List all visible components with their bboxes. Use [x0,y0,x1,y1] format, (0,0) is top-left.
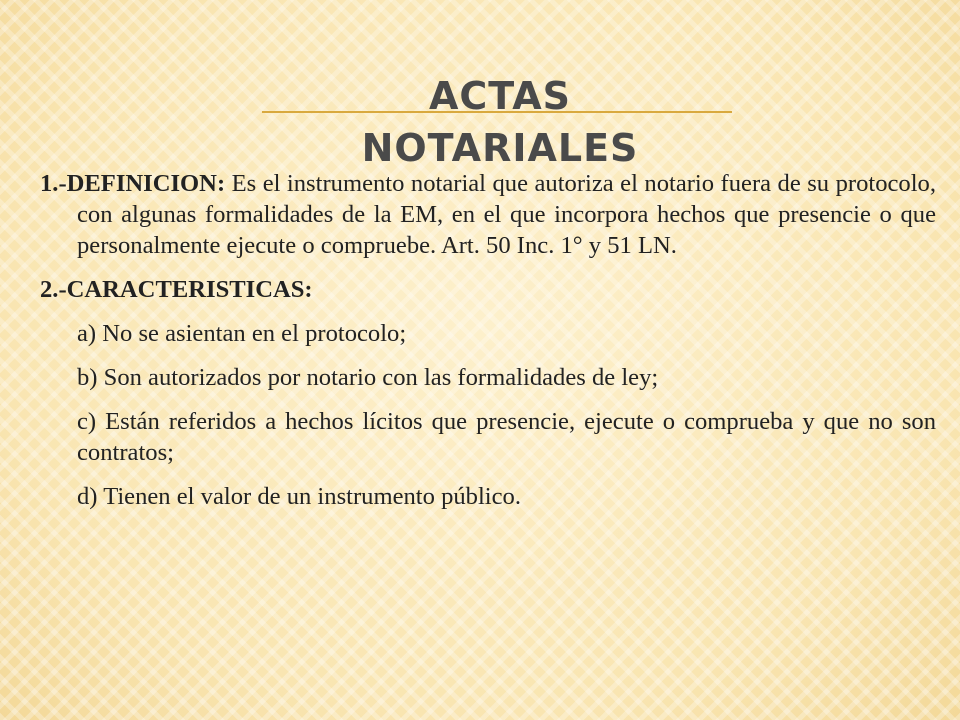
characteristic-item-b: b) Son autorizados por notario con las formalidades de ley; [77,364,659,391]
characteristic-item-d: d) Tienen el valor de un instrumento público. [77,483,521,510]
definition-text: Es el instrumento notarial que autoriza el notario fuera de su protocolo, con algunas formalidades de la EM, en el que incorpora hechos que presencie o que personalmente ejecute o compruebe. Art. 50 Inc. 1° y 51 LN. [77,170,936,259]
definition-paragraph [40,168,936,261]
characteristic-item-a: a) No se asientan en el protocolo; [77,320,407,347]
definition-label: 1.-DEFINICION: [40,170,226,197]
slide-body [40,168,936,525]
characteristic-item-c: c) Están referidos a hechos lícitos que presencie, ejecute o comprueba y que no son contratos; [77,408,936,466]
characteristics-heading: 2.-CARACTERISTICAS: [40,276,313,303]
slide-title: ACTAS NOTARIALES [361,74,639,170]
